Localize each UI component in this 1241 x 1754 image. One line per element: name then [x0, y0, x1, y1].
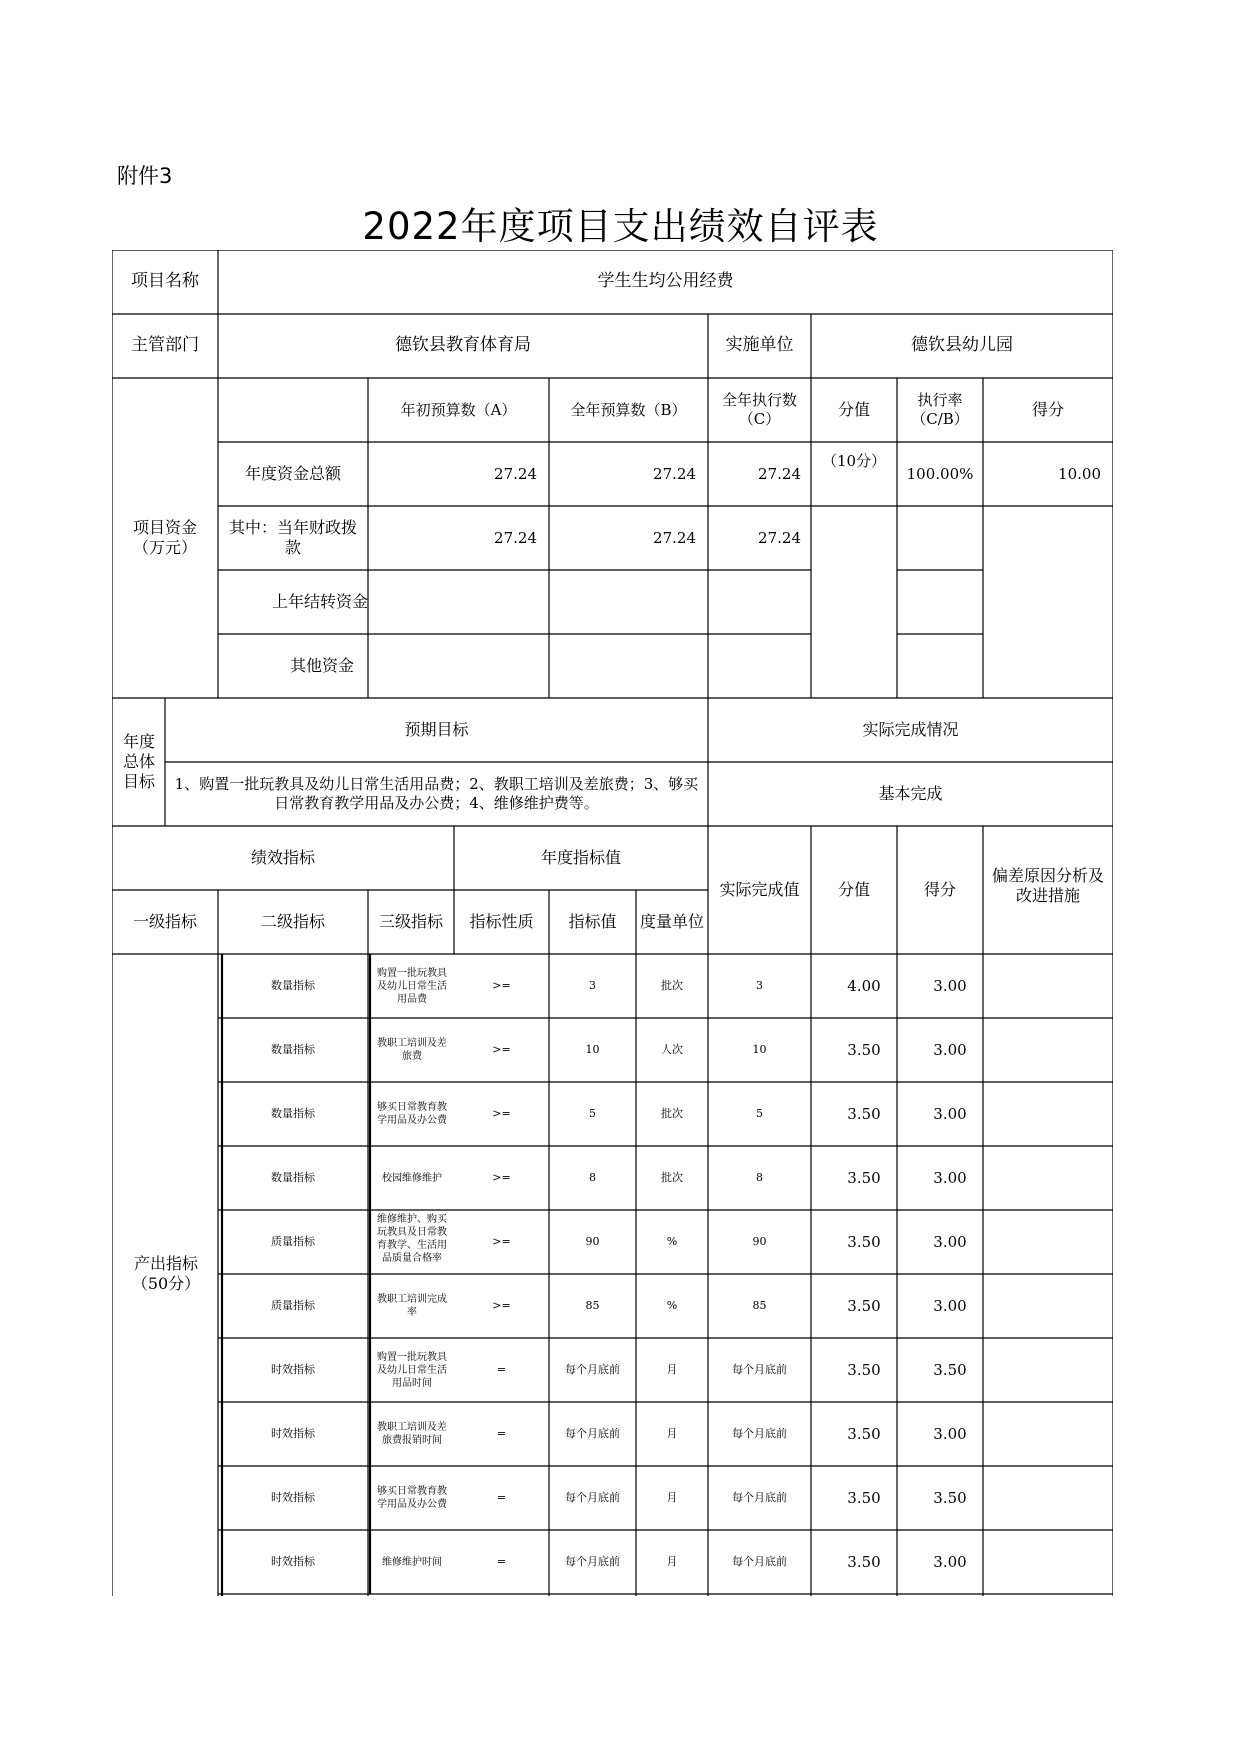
row-value: 85 — [585, 1299, 600, 1313]
row-score-value: 3.50 — [847, 1552, 881, 1571]
row-other-initial — [368, 634, 549, 698]
row-carryover-label: 上年结转资金 — [271, 592, 368, 611]
row-value: 每个月底前 — [565, 1555, 620, 1569]
funds-score: 10.00 — [1058, 464, 1101, 483]
row-actual: 每个月底前 — [732, 1363, 787, 1377]
row-score: 3.00 — [933, 1552, 967, 1571]
row-carryover-initial — [368, 570, 549, 634]
col-value: 指标值 — [568, 912, 617, 931]
row-score-value: 3.50 — [847, 1360, 881, 1379]
dept-value: 德钦县教育体育局 — [395, 335, 531, 356]
row-level2: 时效指标 — [271, 1491, 315, 1505]
row-actual: 8 — [756, 1171, 763, 1185]
row-level3: 够买日常教育教学用品及办公费 — [377, 1486, 447, 1510]
row-level2: 质量指标 — [271, 1235, 315, 1249]
row-fiscal-full: 27.24 — [653, 528, 696, 547]
page-title: 2022年度项目支出绩效自评表 — [362, 205, 879, 248]
project-name-value: 学生生均公用经费 — [597, 271, 734, 292]
header-full-budget: 全年预算数（B） — [570, 400, 687, 419]
header-performance-indicators: 绩效指标 — [250, 848, 315, 867]
row-level2: 数量指标 — [271, 1171, 315, 1185]
row-actual: 85 — [752, 1299, 767, 1313]
row-level3: 教职工培训及差旅费报销时间 — [377, 1422, 447, 1446]
header-score-value: 分值 — [837, 400, 870, 419]
header-annual-target: 年度指标值 — [540, 848, 621, 867]
output-indicator-group: 产出指标（50分） — [131, 1254, 201, 1293]
row-score: 3.50 — [933, 1488, 967, 1507]
row-unit: % — [666, 1299, 678, 1313]
row-nature: = — [496, 1491, 507, 1505]
row-score: 3.00 — [933, 1232, 967, 1251]
row-score: 3.00 — [933, 1296, 967, 1315]
impl-unit-label: 实施单位 — [725, 335, 794, 356]
row-level2: 数量指标 — [271, 979, 315, 993]
row-level3: 维修维护、购买玩教具及日常教育教学、生活用品质量合格率 — [377, 1214, 447, 1264]
row-level3: 维修维护时间 — [382, 1556, 442, 1568]
row-nature: = — [496, 1363, 507, 1377]
row-unit: 月 — [666, 1555, 678, 1569]
row-value: 90 — [585, 1235, 600, 1249]
row-nature: = — [496, 1427, 507, 1441]
row-level3: 教职工培训完成率 — [377, 1294, 447, 1318]
row-actual: 90 — [752, 1235, 767, 1249]
row-fiscal-label: 其中：当年财政拨款 — [228, 518, 357, 557]
funds-label: 项目资金（万元） — [132, 518, 197, 557]
row-score-value: 3.50 — [847, 1040, 881, 1059]
row-level2: 质量指标 — [271, 1299, 315, 1313]
row-score-value: 3.50 — [847, 1296, 881, 1315]
row-score-value: 3.50 — [847, 1232, 881, 1251]
row-unit: 人次 — [661, 1043, 683, 1057]
col-nature: 指标性质 — [469, 912, 534, 931]
row-nature: >= — [492, 1171, 511, 1185]
header-executed: 全年执行数（C） — [721, 391, 797, 428]
row-other-label: 其他资金 — [289, 656, 354, 675]
row-value: 每个月底前 — [565, 1363, 620, 1377]
row-level2: 时效指标 — [271, 1555, 315, 1569]
row-unit: 批次 — [661, 979, 683, 993]
header-exec-rate: 执行率（C/B） — [911, 391, 969, 428]
row-nature: >= — [492, 1107, 511, 1121]
row-value: 8 — [589, 1171, 596, 1185]
row-score: 3.00 — [933, 976, 967, 995]
row-level3: 购置一批玩教具及幼儿日常生活用品时间 — [377, 1351, 447, 1389]
col-unit: 度量单位 — [639, 912, 704, 931]
row-unit: 批次 — [661, 1107, 683, 1121]
row-level3: 购置一批玩教具及幼儿日常生活用品费 — [377, 967, 447, 1005]
dept-label: 主管部门 — [131, 335, 199, 356]
row-other-executed — [708, 634, 811, 698]
row-level3: 够买日常教育教学用品及办公费 — [377, 1102, 447, 1126]
row-actual: 10 — [752, 1043, 767, 1057]
row-total-full: 27.24 — [653, 464, 696, 483]
col-level2: 二级指标 — [260, 912, 325, 931]
row-actual: 每个月底前 — [732, 1427, 787, 1441]
row-level2: 时效指标 — [271, 1363, 315, 1377]
row-actual: 5 — [756, 1107, 763, 1121]
row-nature: >= — [492, 1043, 511, 1057]
row-unit: 月 — [666, 1427, 678, 1441]
project-name-label: 项目名称 — [131, 271, 199, 292]
row-value: 10 — [585, 1043, 600, 1057]
row-level2: 数量指标 — [271, 1043, 315, 1057]
expected-goal-label: 预期目标 — [404, 720, 469, 739]
row-total-initial: 27.24 — [494, 464, 537, 483]
row-unit: 月 — [666, 1491, 678, 1505]
row-nature: >= — [492, 979, 511, 993]
row-other-full — [549, 634, 708, 698]
row-actual: 每个月底前 — [732, 1491, 787, 1505]
funds-exec-rate: 100.00% — [906, 464, 974, 483]
row-level3: 校园维修维护 — [382, 1172, 442, 1184]
row-unit: 批次 — [661, 1171, 683, 1185]
row-fiscal-initial: 27.24 — [494, 528, 537, 547]
row-score-value: 4.00 — [847, 976, 881, 995]
row-score-value: 3.50 — [847, 1168, 881, 1187]
header-indicator-score-value: 分值 — [837, 880, 870, 899]
row-value: 每个月底前 — [565, 1491, 620, 1505]
row-carryover-full — [549, 570, 708, 634]
header-score: 得分 — [1031, 400, 1064, 419]
row-unit: 月 — [666, 1363, 678, 1377]
row-nature: >= — [492, 1235, 511, 1249]
header-actual-value: 实际完成值 — [719, 880, 800, 899]
row-value: 每个月底前 — [565, 1427, 620, 1441]
row-level2: 数量指标 — [271, 1107, 315, 1121]
row-level3: 教职工培训及差旅费 — [377, 1038, 447, 1062]
row-total-executed: 27.24 — [758, 464, 801, 483]
row-score: 3.00 — [933, 1040, 967, 1059]
row-score: 3.50 — [933, 1360, 967, 1379]
row-value: 5 — [589, 1107, 596, 1121]
row-score: 3.00 — [933, 1424, 967, 1443]
annual-goal-label: 年度总体目标 — [122, 732, 155, 791]
row-nature: >= — [492, 1299, 511, 1313]
performance-table — [112, 250, 1113, 1596]
impl-unit-value: 德钦县幼儿园 — [911, 335, 1013, 356]
row-total-label: 年度资金总额 — [244, 464, 341, 483]
attachment-label: 附件3 — [117, 164, 173, 188]
row-unit: % — [666, 1235, 678, 1249]
funds-score-value: （10分） — [821, 452, 887, 470]
col-level1: 一级指标 — [132, 912, 197, 931]
row-score-value: 3.50 — [847, 1488, 881, 1507]
row-actual: 3 — [756, 979, 763, 993]
header-initial-budget: 年初预算数（A） — [400, 400, 517, 419]
row-actual: 每个月底前 — [732, 1555, 787, 1569]
actual-completion-label: 实际完成情况 — [862, 720, 959, 739]
row-value: 3 — [589, 979, 596, 993]
header-deviation-analysis: 偏差原因分析及改进措施 — [991, 866, 1104, 905]
row-score: 3.00 — [933, 1168, 967, 1187]
expected-goal-text: 1、购置一批玩教具及幼儿日常生活用品费；2、教职工培训及差旅费；3、够买日常教育教学用品及办公费；4、维修维护费等。 — [174, 775, 699, 812]
row-level2: 时效指标 — [271, 1427, 315, 1441]
actual-completion-text: 基本完成 — [878, 784, 943, 803]
row-nature: = — [496, 1555, 507, 1569]
header-indicator-score: 得分 — [923, 880, 956, 899]
col-level3: 三级指标 — [378, 912, 443, 931]
row-score-value: 3.50 — [847, 1104, 881, 1123]
row-fiscal-executed: 27.24 — [758, 528, 801, 547]
row-carryover-executed — [708, 570, 811, 634]
row-score-value: 3.50 — [847, 1424, 881, 1443]
row-score: 3.00 — [933, 1104, 967, 1123]
